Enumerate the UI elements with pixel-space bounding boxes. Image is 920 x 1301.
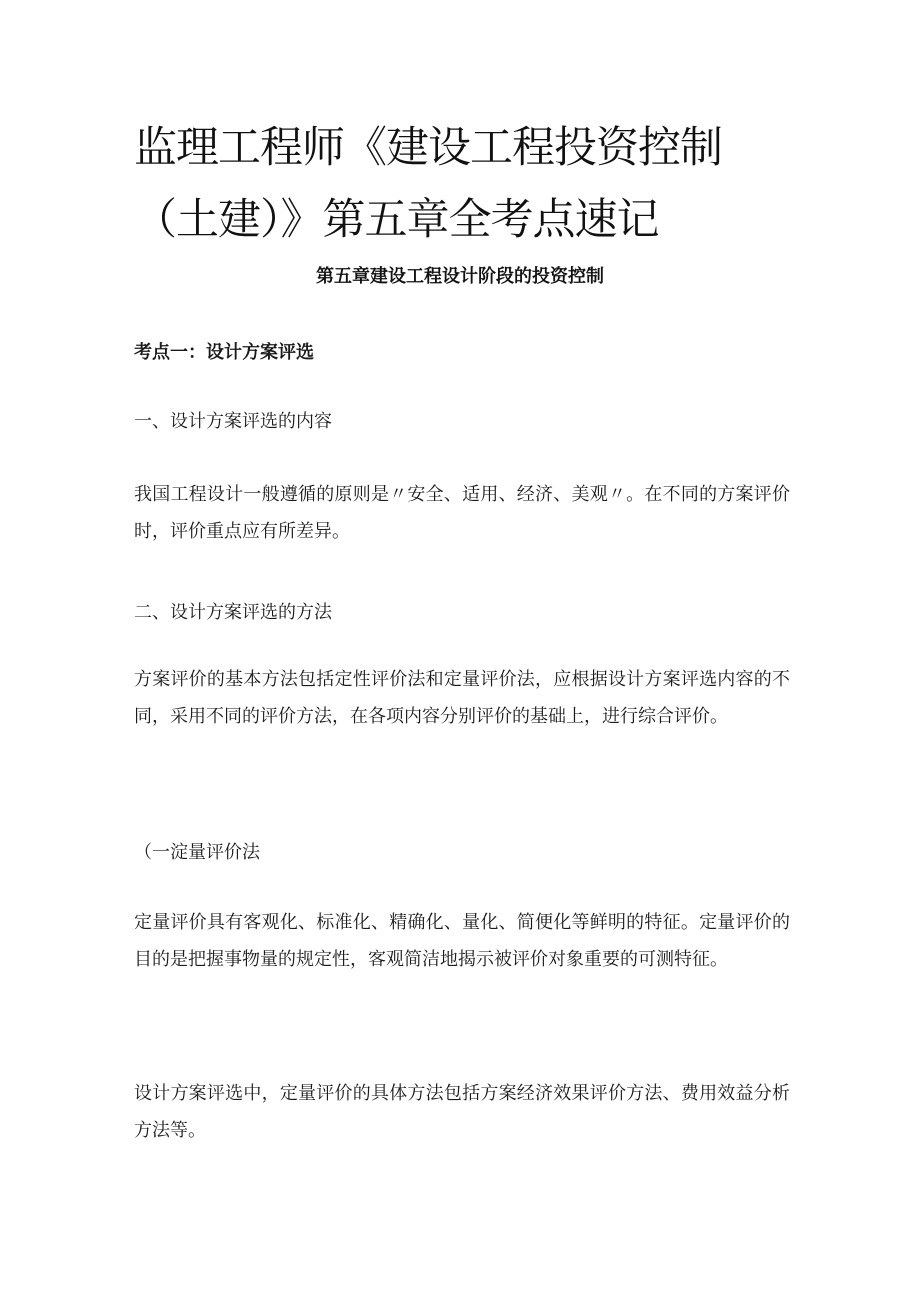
- chapter-heading: 第五章建设工程设计阶段的投资控制: [316, 266, 604, 287]
- subheading-methods: 二、设计方案评选的方法: [134, 602, 332, 623]
- document-title-line-1: 监理工程师《建设工程投资控制: [134, 123, 722, 173]
- paragraph-methods: 方案评价的基本方法包括定性评价法和定量评价法，应根据设计方案评选内容的不同，采用不同的评价方法，在各项内容分别评价的基础上，进行综合评价。: [134, 669, 790, 727]
- subheading-content: 一、设计方案评选的内容: [134, 411, 332, 432]
- paragraph-quantitative-features: 定量评价具有客观化、标准化、精确化、量化、简便化等鲜明的特征。定量评价的目的是把握事物量的规定性，客观简洁地揭示被评价对象重要的可测特征。: [134, 912, 790, 970]
- subheading-quantitative: （一淀量评价法: [134, 842, 260, 863]
- document-title-line-2: （土建）》第五章全考点速记: [134, 195, 659, 245]
- section-heading: 考点一：设计方案评选: [134, 342, 314, 363]
- paragraph-quantitative-methods: 设计方案评选中，定量评价的具体方法包括方案经济效果评价方法、费用效益分析方法等。: [134, 1083, 790, 1141]
- document-title: [134, 112, 814, 256]
- paragraph-principles: 我国工程设计一般遵循的原则是〃安全、适用、经济、美观〃。在不同的方案评价时，评价重点应有所差异。: [134, 484, 790, 542]
